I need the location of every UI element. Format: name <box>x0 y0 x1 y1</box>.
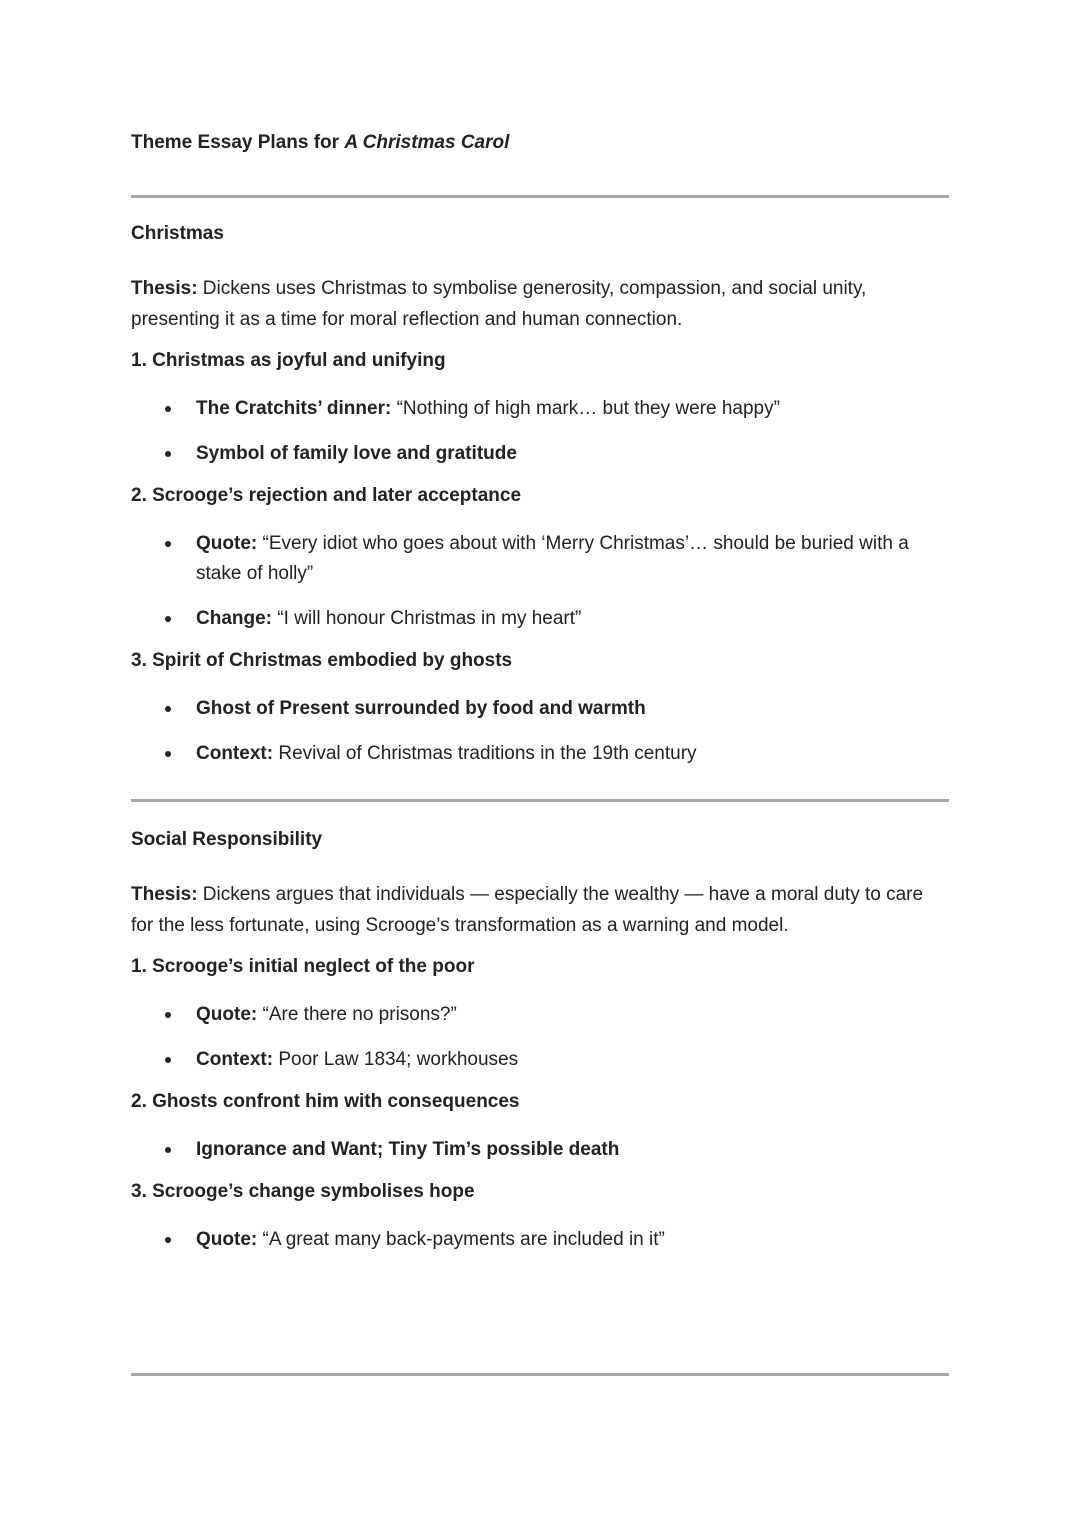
document-title <box>131 132 509 154</box>
bullet-list <box>131 1225 949 1255</box>
bullet-label: Symbol of family love and gratitude <box>196 443 517 464</box>
bullet-list <box>131 1000 949 1075</box>
bullet-text: “Nothing of high mark… but they were happy” <box>391 398 780 419</box>
list-item <box>196 1225 949 1255</box>
bullet-label: Context: <box>196 1049 274 1070</box>
bullet-label: Ignorance and Want; Tiny Tim’s possible death <box>196 1139 620 1160</box>
document-title-prefix: Theme Essay Plans for <box>131 132 345 153</box>
list-item <box>196 1135 949 1165</box>
point-heading: 1. Christmas as joyful and unifying <box>131 350 446 371</box>
point-heading: 2. Ghosts confront him with consequences <box>131 1091 520 1112</box>
section-christmas <box>131 222 949 784</box>
thesis <box>131 879 949 941</box>
horizontal-rule <box>131 195 949 198</box>
bullet-label: The Cratchits’ dinner: <box>196 398 392 419</box>
bullet-label: Quote: <box>196 1004 258 1025</box>
thesis-text: Dickens uses Christmas to symbolise generosity, compassion, and social unity, presenting it as a time for moral reflection and human connection. <box>131 278 867 330</box>
document-title-italic: A Christmas Carol <box>344 132 510 153</box>
section-title: Christmas <box>131 223 224 244</box>
thesis <box>131 273 949 335</box>
list-item <box>196 394 949 424</box>
bullet-text: “A great many back-payments are included in it” <box>257 1229 665 1250</box>
list-item <box>196 694 949 724</box>
bullet-label: Context: <box>196 743 274 764</box>
list-item <box>196 739 949 769</box>
bullet-text: “Every idiot who goes about with ‘Merry Christmas’… should be buried with a stake of holly” <box>196 533 909 584</box>
bullet-label: Quote: <box>196 533 258 554</box>
list-item <box>196 529 949 589</box>
thesis-label: Thesis: <box>131 884 198 905</box>
bullet-label: Change: <box>196 608 272 629</box>
list-item <box>196 1000 949 1030</box>
bullet-list <box>131 1135 949 1165</box>
bullet-list <box>131 694 949 769</box>
bullet-label: Quote: <box>196 1229 258 1250</box>
horizontal-rule <box>131 1373 949 1376</box>
bullet-text: Revival of Christmas traditions in the 19th century <box>273 743 697 764</box>
bullet-label: Ghost of Present surrounded by food and warmth <box>196 698 646 719</box>
bullet-list <box>131 529 949 634</box>
list-item <box>196 439 949 469</box>
point-heading: 1. Scrooge’s initial neglect of the poor <box>131 956 475 977</box>
horizontal-rule <box>131 799 949 802</box>
bullet-list <box>131 394 949 469</box>
thesis-text: Dickens argues that individuals — especially the wealthy — have a moral duty to care for the less fortunate, using Scrooge’s transformation as a warning and model. <box>131 884 924 936</box>
bullet-text: “I will honour Christmas in my heart” <box>272 608 582 629</box>
point-heading: 2. Scrooge’s rejection and later acceptance <box>131 485 522 506</box>
point-heading: 3. Spirit of Christmas embodied by ghosts <box>131 650 513 671</box>
bullet-text: Poor Law 1834; workhouses <box>273 1049 519 1070</box>
point-heading: 3. Scrooge’s change symbolises hope <box>131 1181 475 1202</box>
bullet-text: “Are there no prisons?” <box>257 1004 457 1025</box>
list-item <box>196 604 949 634</box>
section-title: Social Responsibility <box>131 829 323 850</box>
section-social-responsibility <box>131 828 949 1270</box>
list-item <box>196 1045 949 1075</box>
thesis-label: Thesis: <box>131 278 198 299</box>
